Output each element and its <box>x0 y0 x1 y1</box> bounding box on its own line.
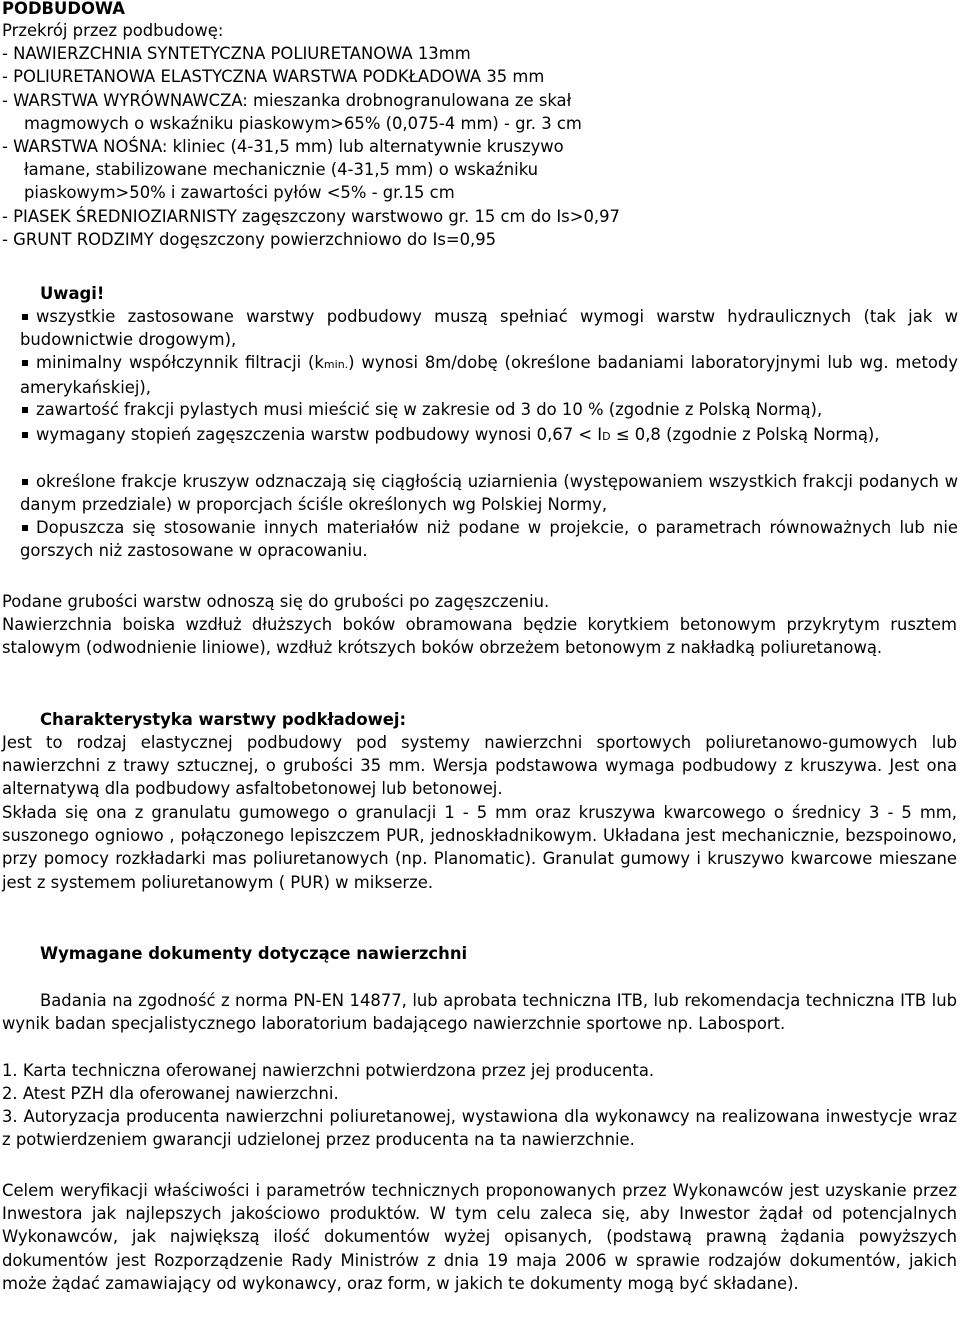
layer-line: - WARSTWA WYRÓWNAWCZA: mieszanka drobnogranulowana ze skał <box>2 90 572 110</box>
heading-documents: Wymagane dokumenty dotyczące nawierzchni <box>40 944 468 963</box>
note-item <box>20 305 958 351</box>
bullet-icon <box>22 432 28 438</box>
notes-label: Uwagi! <box>40 284 105 303</box>
paragraph-thickness: Podane grubości warstw odnoszą się do grubości po zagęszczeniu. <box>2 592 550 611</box>
note-text: 0,8 (zgodnie z Polską Normą), <box>629 425 880 444</box>
paragraph-documents: Badania na zgodność z norma PN-EN 14877, lub aprobata techniczna ITB, lub rekomendacja techniczna ITB lub wynik badan specjalistycznego laboratorium badającego nawierzchnie sportowe np. Labosport. <box>2 991 957 1034</box>
layer-line: - WARSTWA NOŚNA: kliniec (4-31,5 mm) lub alternatywnie kruszywo <box>2 137 564 157</box>
layer-line: piaskowym>50% i zawartości pyłów <5% - gr.15 cm <box>24 183 455 203</box>
le-symbol: ≤ <box>615 425 630 444</box>
cross-section-block <box>2 19 952 251</box>
note-text: wymagany stopień zagęszczenia warstw podbudowy wynosi 0,67 < I <box>36 425 603 444</box>
bullet-icon <box>22 314 28 320</box>
note-text: Dopuszcza się stosowanie innych materiałów niż podane w projekcie, o parametrach równoważnych lub nie gorszych niż zastosowane w opracowaniu. <box>20 518 958 561</box>
note-text: określone frakcje kruszyw odznaczają się ciągłością uziarnienia (występowaniem wszystkich frakcji podanych w danym przedziale) w proporcjach ściśle określonych wg Polskiej Normy, <box>20 472 958 515</box>
subscript: min. <box>323 358 349 371</box>
bullet-icon <box>22 360 28 366</box>
cross-section-intro: Przekrój przez podbudowę: <box>2 21 224 40</box>
note-item <box>20 516 958 562</box>
heading-underlay: Charakterystyka warstwy podkładowej: <box>40 710 407 729</box>
layer-line: - NAWIERZCHNIA SYNTETYCZNA POLIURETANOWA 13mm <box>2 44 471 64</box>
subscript: D <box>602 430 611 443</box>
note-text: minimalny współczynnik filtracji (k <box>36 353 324 372</box>
layer-line: łamane, stabilizowane mechanicznie (4-31,5 mm) o wskaźniku <box>24 160 539 180</box>
note-item <box>20 470 958 516</box>
note-text: zawartość frakcji pylastych musi mieścić się w zakresie od 3 do 10 % (zgodnie z Polską Normą), <box>36 400 823 419</box>
note-item <box>20 423 958 448</box>
paragraph-edging: Nawierzchnia boiska wzdłuż dłuższych boków obramowana będzie korytkiem betonowym przykrytym rusztem stalowym (odwodnienie liniowe), wzdłuż krótszych boków obrzeżem betonowym z nakładką poliuretanową. <box>2 615 957 658</box>
paragraph-underlay-2: Składa się ona z granulatu gumowego o granulacji 1 - 5 mm oraz kruszywa kwarcowego o średnicy 3 - 5 mm, suszonego ogniowo , połączonego lepiszczem PUR, jednoskładnikowym. Układana jest mechanicznie, bezspoinowo, przy pomocy rozkładarki mas poliuretanowych (np. Planomatic). Granulat gumowy i kruszywo kwarcowe mieszane jest z systemem poliuretanowym ( PUR) w mikserze. <box>2 803 957 892</box>
paragraph-underlay-1: Jest to rodzaj elastycznej podbudowy pod systemy nawierzchni sportowych poliuretanowo-gumowych lub nawierzchni z trawy sztucznej, o grubości 35 mm. Wersja podstawowa wymaga podbudowy z kruszywa. Jest ona alternatywą dla podbudowy asfaltobetonowej lub betonowej. <box>2 733 957 799</box>
paragraph-final: Celem weryfikacji właściwości i parametrów technicznych proponowanych przez Wykonawców jest uzyskanie przez Inwestora jak najlepszych jakościowo produktów. W tym celu zaleca się, aby Inwestor żądał od potencjalnych Wykonawców, jak największą ilość dokumentów wyżej opisanych, (podstawą prawną żądania powyższych dokumentów jest Rozporządzenie Rady Ministrów z dnia 19 maja 2006 w sprawie rodzajów dokumentów, jakich może żądać zamawiający od wykonawcy, oraz form, w jakich te dokumenty mogą być składane). <box>2 1181 957 1293</box>
doc-list-item: 2. Atest PZH dla oferowanej nawierzchni. <box>2 1084 339 1103</box>
note-item <box>20 398 958 421</box>
layer-line: magmowych o wskaźniku piaskowym>65% (0,075-4 mm) - gr. 3 cm <box>24 113 582 133</box>
note-text: wszystkie zastosowane warstwy podbudowy muszą spełniać wymogi warstw hydraulicznych (tak jak w budownictwie drogowym), <box>20 307 958 350</box>
bullet-icon <box>22 479 28 485</box>
bullet-icon <box>22 407 28 413</box>
note-item <box>20 351 958 399</box>
note-text: ) wynosi 8m/dobę (określone badaniami laboratoryjnymi lub wg. metody amerykańskiej), <box>20 353 958 398</box>
bullet-icon <box>22 525 28 531</box>
layer-line: - PIASEK ŚREDNIOZIARNISTY zagęszczony warstwowo gr. 15 cm do Is>0,97 <box>2 206 620 226</box>
layer-line: - POLIURETANOWA ELASTYCZNA WARSTWA PODKŁADOWA 35 mm <box>2 67 545 87</box>
section-heading: PODBUDOWA <box>2 0 125 18</box>
doc-list-item: 3. Autoryzacja producenta nawierzchni poliuretanowej, wystawiona dla wykonawcy na realizowana inwestycje wraz z potwierdzeniem gwarancji udzielonej przez producenta na ta nawierzchnie. <box>2 1107 957 1150</box>
doc-list-item: 1. Karta techniczna oferowanej nawierzchni potwierdzona przez jej producenta. <box>2 1061 655 1080</box>
layer-line: - GRUNT RODZIMY dogęszczony powierzchniowo do Is=0,95 <box>2 229 497 249</box>
